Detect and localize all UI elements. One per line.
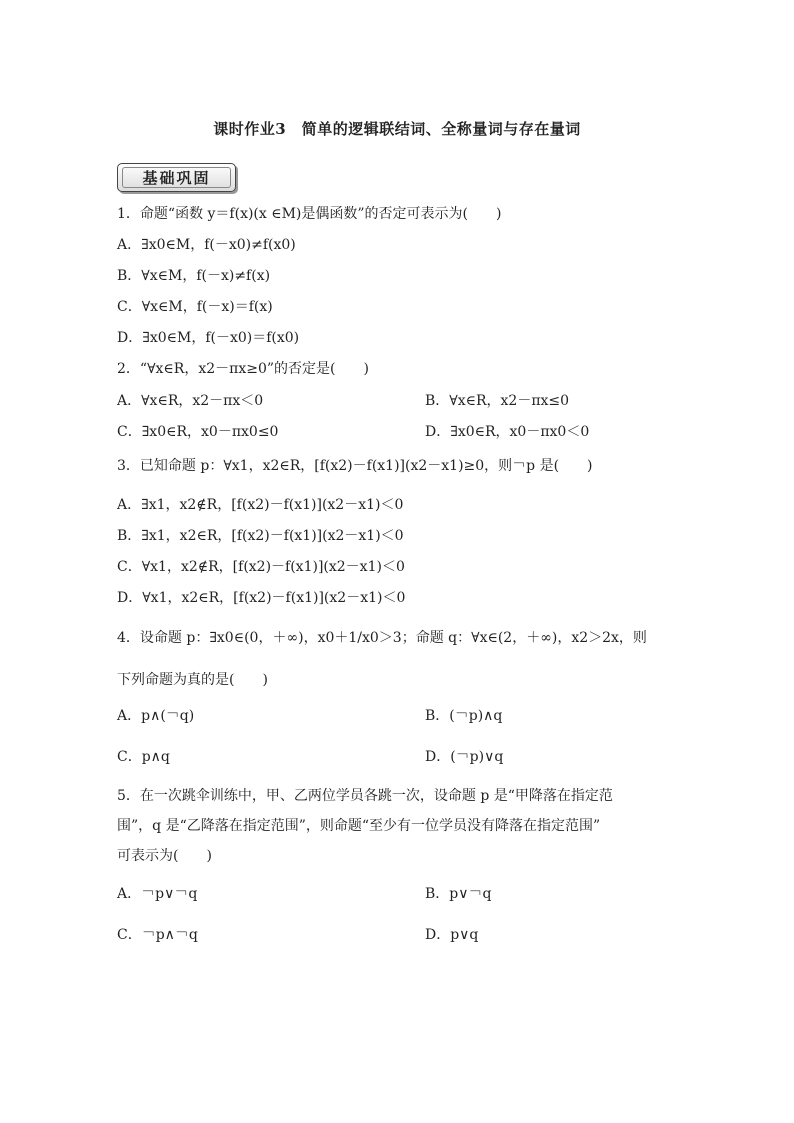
q2-option-c: C．∃x0∈R，x0－πx0≤0: [117, 424, 279, 440]
q3-stem: 3．已知命题 p：∀x1，x2∈R，[f(x2)－f(x1)](x2－x1)≥0，则￢p 是( ): [117, 458, 593, 474]
q5-option-a: A．￢p∨￢q: [117, 886, 198, 902]
q4-option-b: B．(￢p)∧q: [425, 708, 503, 724]
q2-option-a: A．∀x∈R，x2－πx＜0: [117, 393, 264, 409]
q4-option-c: C．p∧q: [117, 749, 170, 765]
q4-stem-line2: 下列命题为真的是( ): [117, 672, 268, 688]
q3-option-d: D．∀x1，x2∈R，[f(x2)－f(x1)](x2－x1)＜0: [117, 590, 406, 606]
q1-option-a: A．∃x0∈M，f(－x0)≠f(x0): [117, 237, 296, 253]
q1-stem: 1．命题“函数 y＝f(x)(x ∈M)是偶函数”的否定可表示为( ): [117, 206, 502, 222]
q4-option-d: D．(￢p)∨q: [425, 749, 504, 765]
q1-option-d: D．∃x0∈M，f(－x0)＝f(x0): [117, 330, 300, 346]
section-badge: [117, 163, 236, 192]
q5-stem-line3: 可表示为( ): [117, 848, 212, 864]
q1-option-b: B．∀x∈M，f(－x)≠f(x): [117, 268, 271, 284]
q2-stem: 2．“∀x∈R，x2－πx≥0”的否定是( ): [117, 361, 369, 377]
q5-option-d: D．p∨q: [425, 927, 479, 943]
q2-option-b: B．∀x∈R，x2－πx≤0: [425, 393, 570, 409]
section-label: 基础巩固: [122, 167, 231, 188]
q5-option-c: C．￢p∧￢q: [117, 927, 198, 943]
q1-option-c: C．∀x∈M，f(－x)＝f(x): [117, 299, 273, 315]
q3-option-b: B．∃x1，x2∈R，[f(x2)－f(x1)](x2－x1)＜0: [117, 528, 404, 544]
q4-stem-line1: 4．设命题 p：∃x0∈(0，＋∞)，x0＋1/x0＞3；命题 q：∀x∈(2，＋∞)，x2＞2x，则: [117, 630, 647, 646]
q5-stem-line1: 5．在一次跳伞训练中，甲、乙两位学员各跳一次，设命题 p 是“甲降落在指定范: [117, 788, 613, 804]
q4-option-a: A．p∧(￢q): [117, 708, 195, 724]
q5-stem-line2: 围”，q 是“乙降落在指定范围”，则命题“至少有一位学员没有降落在指定范围”: [117, 818, 601, 834]
page-title: 课时作业3 简单的逻辑联结词、全称量词与存在量词: [213, 120, 581, 138]
q2-option-d: D．∃x0∈R，x0－πx0＜0: [425, 424, 590, 440]
q5-option-b: B．p∨￢q: [425, 886, 492, 902]
q3-option-c: C．∀x1，x2∉R，[f(x2)－f(x1)](x2－x1)＜0: [117, 559, 405, 575]
q3-option-a: A．∃x1，x2∉R，[f(x2)－f(x1)](x2－x1)＜0: [117, 497, 404, 513]
